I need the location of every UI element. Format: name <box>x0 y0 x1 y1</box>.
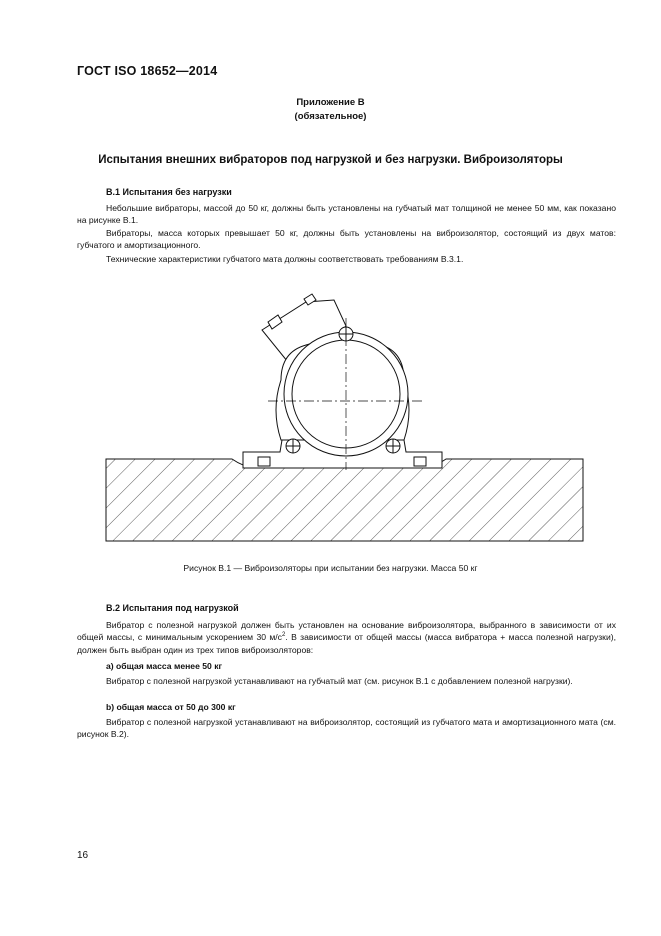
annex-title: Приложение В <box>296 97 365 108</box>
section-b2-paragraph-1 <box>77 619 616 656</box>
section-b1-paragraph-3: Технические характеристики губчатого мата должны соответствовать требованиям В.3.1. <box>106 254 464 264</box>
annex-main-title: Испытания внешних вибраторов под нагрузкой и без нагрузки. Виброизоляторы <box>98 154 563 166</box>
section-b2-heading: В.2 Испытания под нагрузкой <box>106 603 239 613</box>
section-b1-paragraph-1: Небольшие вибраторы, массой до 50 кг, должны быть установлены на губчатый мат толщиной не менее 50 мм, как показано на рисунке В.1. <box>77 203 616 226</box>
section-b1-heading: В.1 Испытания без нагрузки <box>106 187 232 197</box>
section-b2-text-part-2: . В зависимости от общей массы (масса вибратора + масса полезной нагрузки), должен быть выбран один из трех типов виброизоляторов: <box>77 632 616 655</box>
annex-status: (обязательное) <box>294 111 367 122</box>
section-b1-paragraph-2: Вибраторы, масса которых превышает 50 кг, должны быть установлены на виброизолятор, состоящий из двух матов: губчатого и амортизационного. <box>77 228 616 251</box>
sponge-mat <box>106 459 583 541</box>
figure-b1-caption: Рисунок В.1 — Виброизоляторы при испытании без нагрузки. Масса 50 кг <box>183 563 478 573</box>
superscript-exponent: 2 <box>281 632 286 639</box>
vibrator-body <box>243 294 442 468</box>
item-b-heading: b) общая масса от 50 до 300 кг <box>106 702 236 712</box>
page-number: 16 <box>77 850 89 861</box>
item-a-paragraph: Вибратор с полезной нагрузкой устанавливают на губчатый мат (см. рисунок В.1 с добавлением полезной нагрузки). <box>106 676 573 686</box>
section-b2-text-part-1: Вибратор с полезной нагрузкой должен быть установлен на основание виброизолятора, выбранного в зависимости от их общей массы, с минимальным ускорением 30 м/с <box>77 620 616 643</box>
item-b-paragraph: Вибратор с полезной нагрузкой устанавливают на виброизолятор, состоящий из губчатого мата и амортизационного мата (см. рисунок В.2). <box>77 717 616 740</box>
document-header: ГОСТ ISO 18652—2014 <box>77 64 218 78</box>
item-a-heading: а) общая масса менее 50 кг <box>106 661 223 671</box>
